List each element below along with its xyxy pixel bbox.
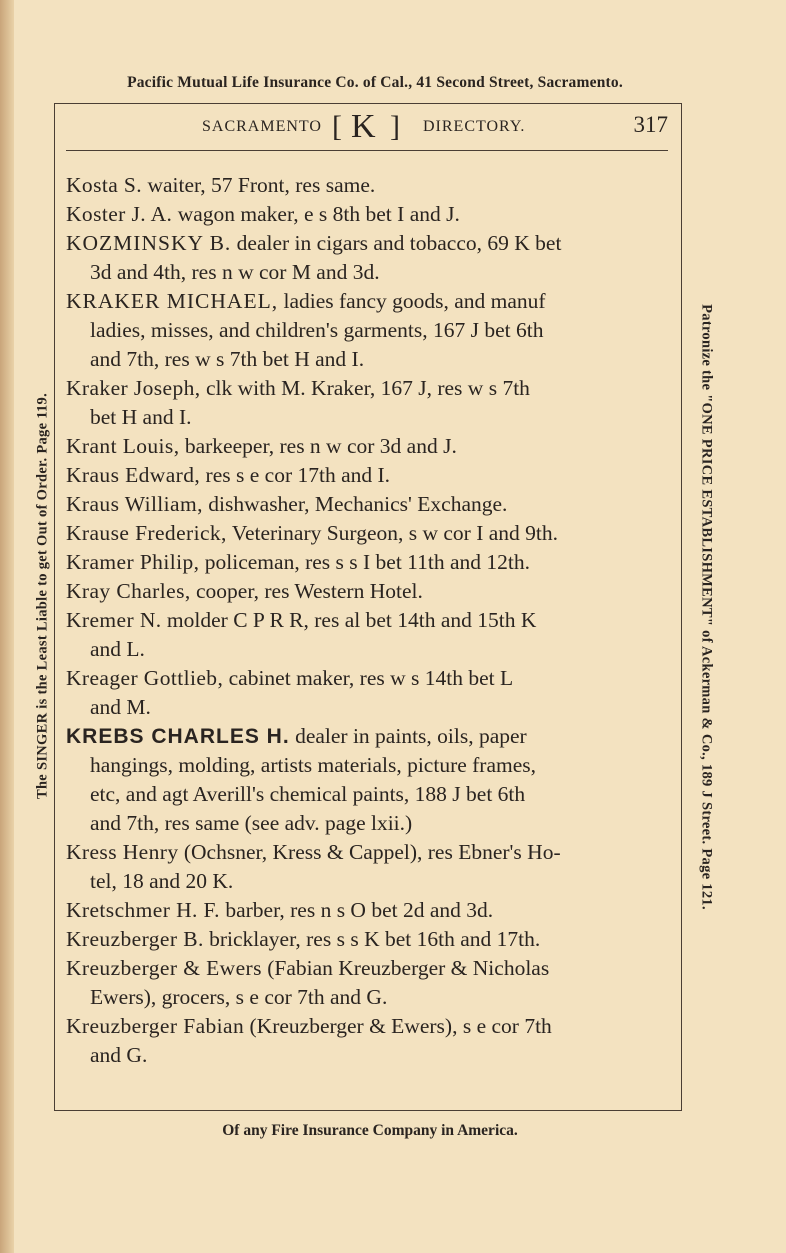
entry-name: Kretschmer H. F. [66,898,220,922]
entry-name: Koster J. A. [66,202,173,226]
entry-details: cooper, res Western Hotel. [190,579,423,603]
entry-details: molder C P R R, res al bet 14th and 15th K and L. [90,608,537,661]
directory-entry [66,896,668,925]
entry-name: Kray Charles, [66,579,191,603]
header-rule [66,150,668,151]
header-section-letter: K [351,108,376,145]
header-close-bracket: ] [390,110,400,143]
entry-name: Kreuzberger & Ewers [66,956,262,980]
entry-details: wagon maker, e s 8th bet I and J. [172,202,460,226]
directory-entry [66,490,668,519]
entry-name: Kraus William, [66,492,203,516]
right-side-advertisement: Patronize the "ONE PRICE ESTABLISHMENT" of Ackerman & Co., 189 J Street. Page 121. [698,304,715,910]
entry-details: res s e cor 17th and I. [200,463,391,487]
directory-entries [66,171,668,1070]
entry-name: Kreuzberger Fabian [66,1014,245,1038]
entry-details: policeman, res s s I bet 11th and 12th. [199,550,530,574]
running-header [66,108,668,146]
entry-name: Kramer Philip, [66,550,200,574]
entry-name: Kraker Joseph, [66,376,201,400]
entry-details: barkeeper, res n w cor 3d and J. [179,434,457,458]
directory-entry [66,577,668,606]
header-city: SACRAMENTO [202,118,322,135]
directory-entry [66,925,668,954]
entry-name: Kremer N. [66,608,162,632]
page-number: 317 [633,112,668,137]
directory-entry [66,664,668,722]
directory-entry [66,461,668,490]
entry-details: dealer in cigars and tobacco, 69 K bet 3d and 4th, res n w cor M and 3d. [90,231,562,284]
bottom-advertisement-banner: Of any Fire Insurance Company in America. [222,1122,518,1139]
header-open-bracket: [ [332,110,342,143]
entry-name: KREBS CHARLES H. [66,725,290,748]
directory-entry [66,606,668,664]
entry-name: Kress Henry [66,840,179,864]
directory-entry [66,838,668,896]
directory-entry [66,229,668,287]
directory-entry [66,954,668,1012]
entry-name: KRAKER MICHAEL, [66,289,279,313]
page-edge [0,0,14,1253]
top-advertisement-banner: Pacific Mutual Life Insurance Co. of Cal., 41 Second Street, Sacramento. [127,74,623,91]
directory-entry [66,548,668,577]
entry-name: KOZMINSKY B. [66,231,232,255]
entry-name: Kreuzberger B. [66,927,204,951]
directory-entry [66,722,668,838]
entry-details: clk with M. Kraker, 167 J, res w s 7th bet H and I. [90,376,530,429]
entry-details: dishwasher, Mechanics' Exchange. [202,492,508,516]
directory-entry [66,287,668,374]
entry-details: dealer in paints, oils, paper hangings, molding, artists materials, picture frames, etc, and agt Averill's chemical paints, 188 J bet 6th and 7th, res same (see adv. page lxii.) [90,724,537,835]
directory-entry [66,432,668,461]
entry-details: (Kreuzberger & Ewers), s e cor 7th and G. [90,1014,552,1067]
entry-details: (Ochsner, Kress & Cappel), res Ebner's Ho- tel, 18 and 20 K. [90,840,561,893]
entry-details: (Fabian Kreuzberger & Nicholas Ewers), grocers, s e cor 7th and G. [90,956,550,1009]
entry-details: Veterinary Surgeon, s w cor I and 9th. [226,521,559,545]
entry-details: cabinet maker, res w s 14th bet L and M. [90,666,514,719]
directory-entry [66,200,668,229]
directory-entry [66,1012,668,1070]
header-section-title: DIRECTORY. [423,118,526,135]
entry-name: Krant Louis, [66,434,180,458]
directory-entry [66,519,668,548]
entry-name: Kreager Gottlieb, [66,666,224,690]
entry-name: Kosta S. [66,173,143,197]
entry-details: ladies fancy goods, and manuf ladies, misses, and children's garments, 167 J bet 6th and 7th, res w s 7th bet H and I. [90,289,546,371]
entry-name: Kraus Edward, [66,463,201,487]
entry-details: waiter, 57 Front, res same. [142,173,376,197]
entry-name: Krause Frederick, [66,521,227,545]
directory-entry [66,171,668,200]
entry-details: bricklayer, res s s K bet 16th and 17th. [203,927,541,951]
left-side-advertisement: The SINGER is the Least Liable to get Out of Order. Page 119. [34,392,51,800]
directory-entry [66,374,668,432]
entry-details: barber, res n s O bet 2d and 3d. [219,898,494,922]
